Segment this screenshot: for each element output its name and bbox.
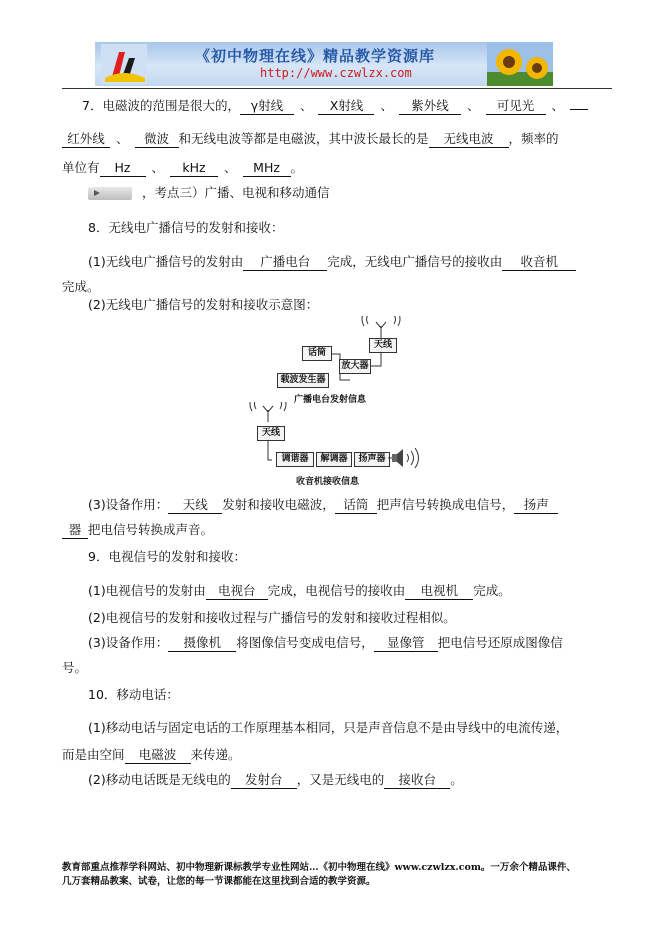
- rx-caption: 收音机接收信息: [296, 477, 360, 487]
- q7-unit-2: kHz: [170, 160, 218, 177]
- topic3-heading: ，考点三）广播、电视和移动通信: [88, 185, 330, 201]
- q9-p3: (3)设备作用： 摄像机 将图像信号变成电信号， 显像管 把电信号还原成图像信: [88, 635, 563, 650]
- q7-line3: 单位有 Hz 、 kHz 、 MHz 。: [62, 160, 304, 175]
- q7-blank-7: 无线电波: [429, 131, 509, 148]
- site-title: 《初中物理在线》精品教学资源库: [195, 47, 436, 65]
- q9-blank-2: 电视机: [405, 583, 473, 600]
- q9-p3-cont: 号。: [62, 660, 88, 675]
- q8-p3: (3)设备作用： 天线 发射和接收电磁波， 话筒 把声信号转换成电信号， 扬声: [88, 497, 558, 514]
- rx-demod-box: 解调器: [316, 452, 352, 467]
- q7-line1: 7．电磁波的范围是很大的， γ射线 、 X射线 、 紫外线 、 可见光 、: [82, 98, 588, 115]
- q8-blank-3: 天线: [168, 497, 222, 514]
- q8-blank-4: 话筒: [335, 497, 377, 514]
- site-url[interactable]: http://www.czwlzx.com: [260, 66, 412, 80]
- q7-line2: 红外线 、 微波 和无线电波等都是电磁波，其中波长最长的是 无线电波 ，频率的: [62, 131, 559, 148]
- header-banner: [95, 42, 553, 86]
- q7-blank-3: 紫外线: [399, 98, 461, 115]
- q9-p1: (1)电视信号的发射由 电视台 完成，电视信号的接收由 电视机 完成。: [88, 583, 511, 598]
- q10-p2: (2)移动电话既是无线电的 发射台 ，又是无线电的 接收台 。: [88, 772, 463, 787]
- q7-blank-2: X射线: [318, 98, 374, 115]
- q8-blank-5-cont: 器: [62, 522, 88, 539]
- q7-blank-6: 微波: [135, 131, 179, 148]
- q9-title: 9．电视信号的发射和接收：: [88, 549, 246, 564]
- q7-blank-5: 红外线: [62, 131, 110, 148]
- q9-blank-3: 摄像机: [168, 635, 236, 652]
- q9-blank-4: 显像管: [374, 635, 438, 652]
- q8-blank-1: 广播电台: [243, 254, 327, 271]
- footer-line-2: 几万套精品教案、试卷，让您的每一节课都能在这里找到合适的教学资源。: [62, 876, 376, 887]
- q8-blank-2: 收音机: [502, 254, 576, 271]
- q7-blank-4: 可见光: [486, 98, 546, 115]
- q7-unit-1: Hz: [100, 160, 146, 177]
- q10-blank-2: 发射台: [231, 772, 297, 789]
- rx-tuner-box: 调谐器: [276, 452, 314, 467]
- page-footer: [62, 861, 576, 889]
- q10-blank-1: 电磁波: [125, 747, 191, 764]
- q9-blank-1: 电视台: [206, 583, 268, 600]
- q9-p2: (2)电视信号的发射和接收过程与广播信号的发射和接收过程相似。: [88, 610, 456, 625]
- q7-unit-3: MHz: [243, 160, 291, 177]
- q8-p3-cont: 器 把电信号转换成声音。: [62, 522, 213, 539]
- tx-osc-box: 载波发生器: [277, 373, 329, 388]
- q10-p1: (1)移动电话与固定电话的工作原理基本相同，只是声音信息不是由导线中的电流传递，: [88, 720, 569, 735]
- q8-p1-end: 完成。: [62, 279, 100, 294]
- q8-title: 8．无线电广播信号的发射和接收：: [88, 220, 284, 235]
- tx-amp-box: 放大器: [339, 359, 371, 374]
- rx-antenna-box: 天线: [257, 426, 285, 441]
- play-icon: [88, 187, 132, 200]
- q8-p1: (1)无线电广播信号的发射由 广播电台 完成，无线电广播信号的接收由 收音机: [88, 254, 576, 271]
- header-divider: [62, 88, 612, 89]
- sunflower-image: [487, 42, 553, 86]
- tx-antenna-box: 天线: [369, 338, 397, 353]
- q8-blank-5: 扬声: [514, 497, 558, 514]
- q10-p1-cont: 而是由空间 电磁波 来传递。: [62, 747, 241, 762]
- tx-caption: 广播电台发射信息: [294, 395, 367, 405]
- tx-mic-box: 话筒: [302, 346, 332, 361]
- q10-blank-3: 接收台: [384, 772, 450, 789]
- site-logo-icon: [101, 44, 147, 84]
- rx-speaker-box: 扬声器: [354, 452, 390, 467]
- q8-p2: (2)无线电广播信号的发射和接收示意图：: [88, 297, 319, 312]
- q10-title: 10．移动电话：: [88, 687, 179, 702]
- footer-line-1: 教育部重点推荐学科网站、初中物理新课标教学专业性网站…《初中物理在线》www.czwlzx.com。一万余个精品课件、: [62, 862, 576, 873]
- speaker-icon: [388, 446, 424, 470]
- q7-blank-1: γ射线: [240, 98, 294, 115]
